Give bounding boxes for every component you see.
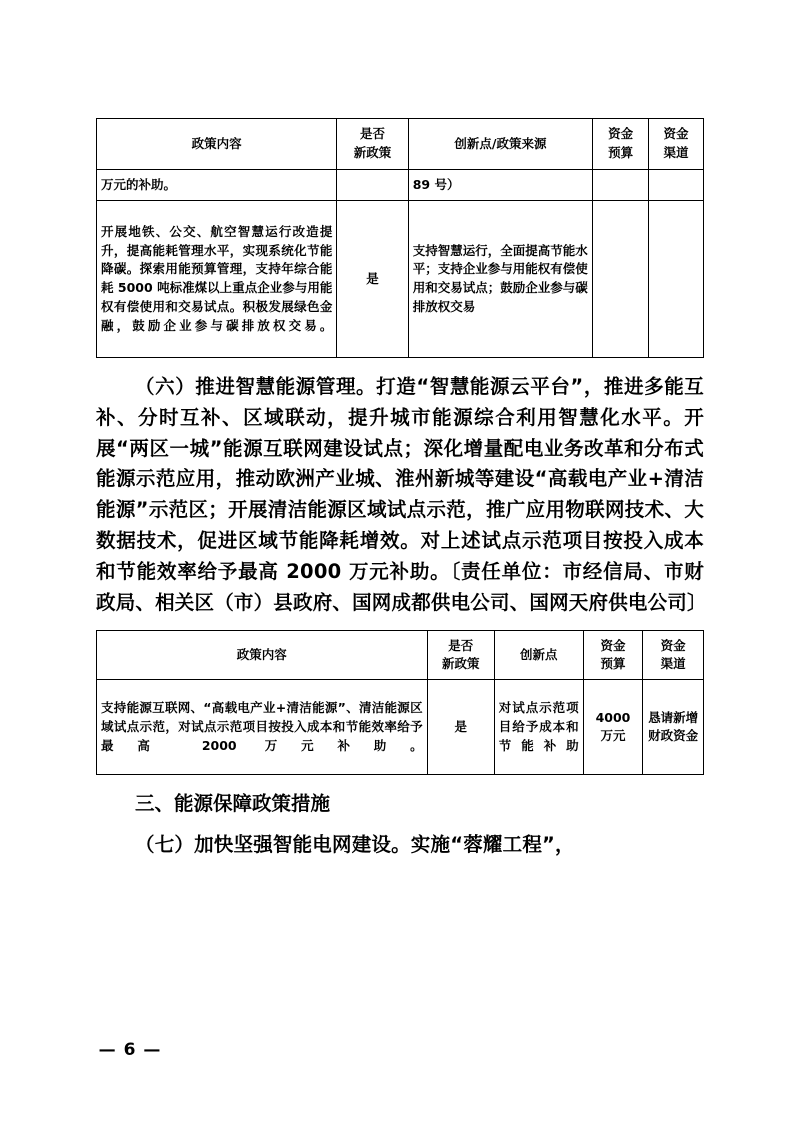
cell-policy-content: 支持能源互联网、“高载电产业+清洁能源”、清洁能源区域试点示范，对试点示范项目按投入成本和节能效率给予最高 2000 万元补助。 xyxy=(97,680,428,775)
policy-table-bottom xyxy=(96,630,704,775)
header-is-new-line2: 新政策 xyxy=(441,656,480,672)
header-channel xyxy=(649,119,704,170)
table-row xyxy=(97,201,704,358)
cell-innovation: 89 号） xyxy=(408,170,592,201)
header-is-new-line2: 新政策 xyxy=(353,145,392,160)
header-budget xyxy=(593,119,649,170)
header-innovation-source: 创新点/政策来源 xyxy=(408,119,592,170)
header-is-new-line1: 是否 xyxy=(448,637,474,653)
header-channel-line2: 渠道 xyxy=(660,656,686,672)
header-channel xyxy=(643,631,704,680)
cell-channel: 恳请新增财政资金 xyxy=(643,680,704,775)
page-number: — 6 — xyxy=(98,1040,162,1060)
header-innovation: 创新点 xyxy=(494,631,583,680)
cell-is-new: 是 xyxy=(337,201,408,358)
cell-channel xyxy=(649,201,704,358)
paragraph-seven: （七）加快坚强智能电网建设。实施“蓉耀工程”， xyxy=(135,833,575,857)
header-is-new-policy xyxy=(427,631,494,680)
table-header-row xyxy=(97,631,704,680)
heading-three: 三、能源保障政策措施 xyxy=(135,792,331,816)
page-content xyxy=(96,118,707,861)
cell-budget: 4000 万元 xyxy=(583,680,643,775)
cell-budget xyxy=(593,201,649,358)
header-budget-line2: 预算 xyxy=(608,145,634,160)
header-budget xyxy=(583,631,643,680)
table-row xyxy=(97,680,704,775)
header-is-new-policy xyxy=(337,119,408,170)
header-channel-line2: 渠道 xyxy=(663,145,689,160)
header-budget-line1: 资金 xyxy=(608,126,634,142)
header-is-new-line1: 是否 xyxy=(360,126,386,142)
cell-budget xyxy=(593,170,649,201)
cell-innovation: 支持智慧运行，全面提高节能水平；支持企业参与用能权有偿使用和交易试点；鼓励企业参与碳排放权交易 xyxy=(408,201,592,358)
header-channel-line1: 资金 xyxy=(660,637,686,653)
header-budget-line1: 资金 xyxy=(600,637,626,653)
cell-policy-content: 开展地铁、公交、航空智慧运行改造提升，提高能耗管理水平，实现系统化节能降碳。探索用能预算管理，支持年综合能耗 5000 吨标准煤以上重点企业参与用能权有偿使用和交易试点。积极发展绿色金融，鼓励企业参与碳排放权交易。 xyxy=(97,201,337,358)
header-policy-content: 政策内容 xyxy=(97,631,428,680)
header-channel-line1: 资金 xyxy=(663,126,689,142)
header-policy-content: 政策内容 xyxy=(97,119,337,170)
table-header-row xyxy=(97,119,704,170)
paragraph-six: （六）推进智慧能源管理。打造“智慧能源云平台”，推进多能互补、分时互补、区域联动，提升城市能源综合利用智慧化水平。开展“两区一城”能源互联网建设试点；深化增量配电业务改革和分布式能源示范应用，推动欧洲产业城、淮州新城等建设“高载电产业+清洁能源”示范区；开展清洁能源区域试点示范，推广应用物联网技术、大数据技术，促进区域节能降耗增效。对上述试点示范项目按投入成本和节能效率给予最高 2000 万元补助。〔责任单位：市经信局、市财政局、相关区（市）县政府、国网成都供电公司、国网天府供电公司〕 xyxy=(96,375,707,614)
cell-channel xyxy=(649,170,704,201)
cell-is-new: 是 xyxy=(427,680,494,775)
policy-table-top xyxy=(96,118,704,358)
header-budget-line2: 预算 xyxy=(600,656,626,672)
cell-policy-content: 万元的补助。 xyxy=(97,170,337,201)
cell-is-new xyxy=(337,170,408,201)
cell-innovation: 对试点示范项目给予成本和节能补助 xyxy=(494,680,583,775)
table-row xyxy=(97,170,704,201)
